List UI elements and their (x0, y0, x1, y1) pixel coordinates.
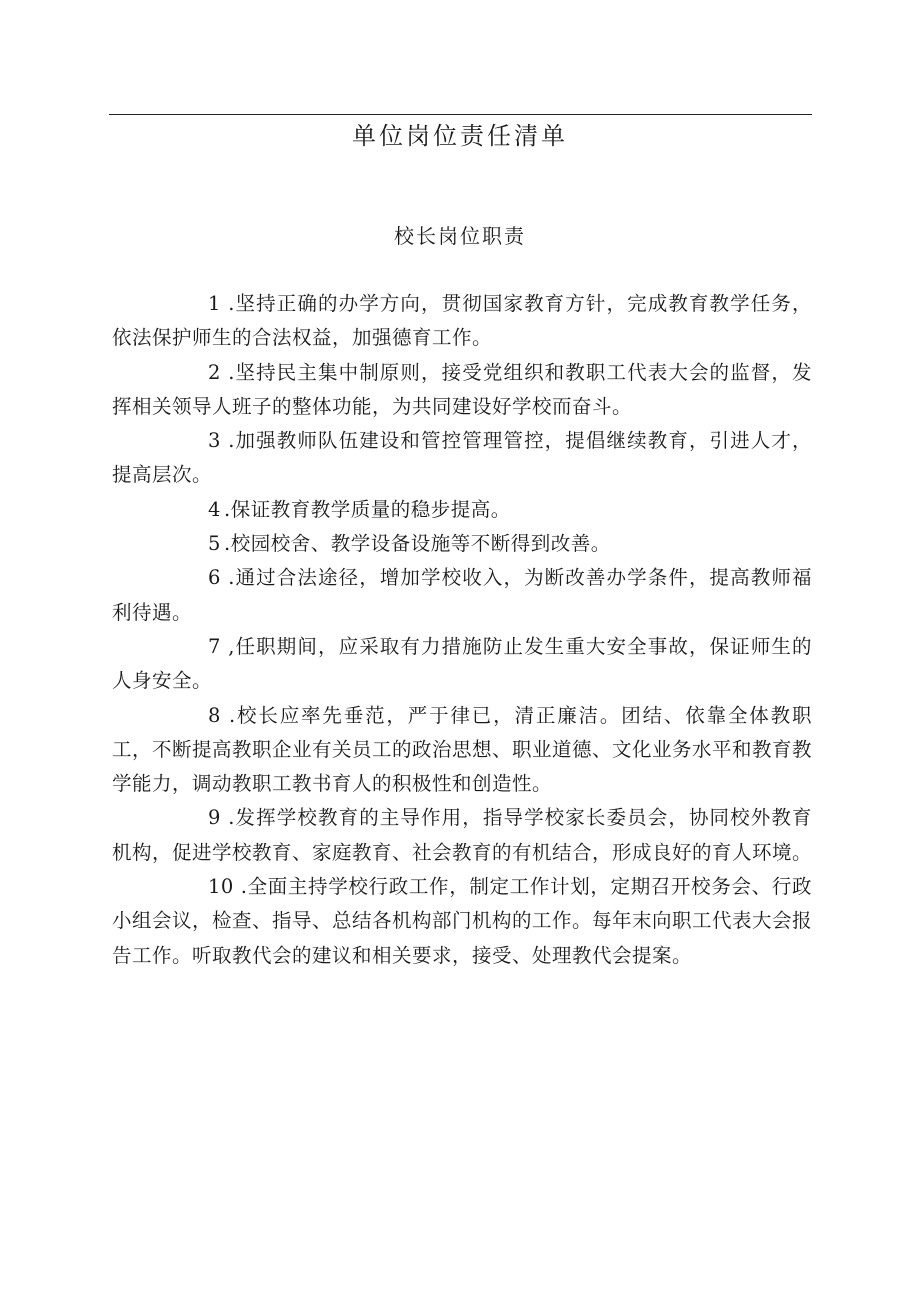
item-text: .坚持正确的办学方向，贯彻国家教育方针，完成教育教学任务，依法保护师生的合法权益，加强德育工作。 (112, 292, 812, 350)
item-text: .发挥学校教育的主导作用，指导学校家长委员会，协同校外教育机构，促进学校教育、家庭教育、社会教育的有机结合，形成良好的育人环境。 (112, 806, 813, 864)
section-heading: 校长岗位职责 (394, 224, 526, 248)
list-item (112, 801, 812, 870)
item-number: 8 (208, 703, 221, 727)
item-number: 6 (208, 566, 221, 590)
item-text: .加强教师队伍建设和管控管理管控，提倡继续教育，引进人才，提高层次。 (112, 429, 812, 487)
item-text: .校长应率先垂范，严于律已，清正廉洁。团结、依靠全体教职工，不断提高教职企业有关员工的政治思想、职业道德、文化业务水平和教育教学能力，调动教职工教书育人的积极性和创造性。 (112, 703, 813, 796)
list-item (112, 561, 812, 630)
item-number: 3 (208, 429, 221, 453)
header-rule (109, 114, 812, 115)
item-text: .通过合法途径，增加学校收入，为断改善办学条件，提高教师福利待遇。 (112, 566, 812, 624)
list-item (112, 493, 812, 527)
item-text: .保证教育教学质量的稳步提高。 (224, 497, 511, 521)
list-item (112, 356, 812, 425)
list-item (112, 630, 812, 699)
item-number: 1 (208, 292, 221, 315)
item-number: 4 (208, 497, 221, 521)
item-number: 9 (208, 806, 221, 830)
document-title: 单位岗位责任清单 (352, 122, 568, 150)
item-text: .校园校舍、教学设备设施等不断得到改善。 (224, 532, 611, 556)
item-number: 5 (208, 532, 221, 556)
responsibility-list (112, 287, 812, 973)
list-item (112, 287, 812, 356)
list-item (112, 870, 812, 973)
item-number: 7 (208, 634, 221, 658)
list-item (112, 699, 812, 802)
item-number: 10 (208, 875, 234, 899)
item-text: .全面主持学校行政工作，制定工作计划，定期召开校务会、行政小组会议，检查、指导、总结各机构部门机构的工作。每年末向职工代表大会报告工作。听取教代会的建议和相关要求，接受、处理教代会提案。 (112, 875, 813, 967)
item-number: 2 (208, 360, 221, 384)
item-text: .坚持民主集中制原则，接受党组织和教职工代表大会的监督，发挥相关领导人班子的整体功能，为共同建设好学校而奋斗。 (112, 360, 812, 418)
item-text: ,任职期间，应采取有力措施防止发生重大安全事故，保证师生的人身安全。 (112, 634, 812, 693)
list-item (112, 424, 812, 493)
list-item (112, 527, 812, 561)
